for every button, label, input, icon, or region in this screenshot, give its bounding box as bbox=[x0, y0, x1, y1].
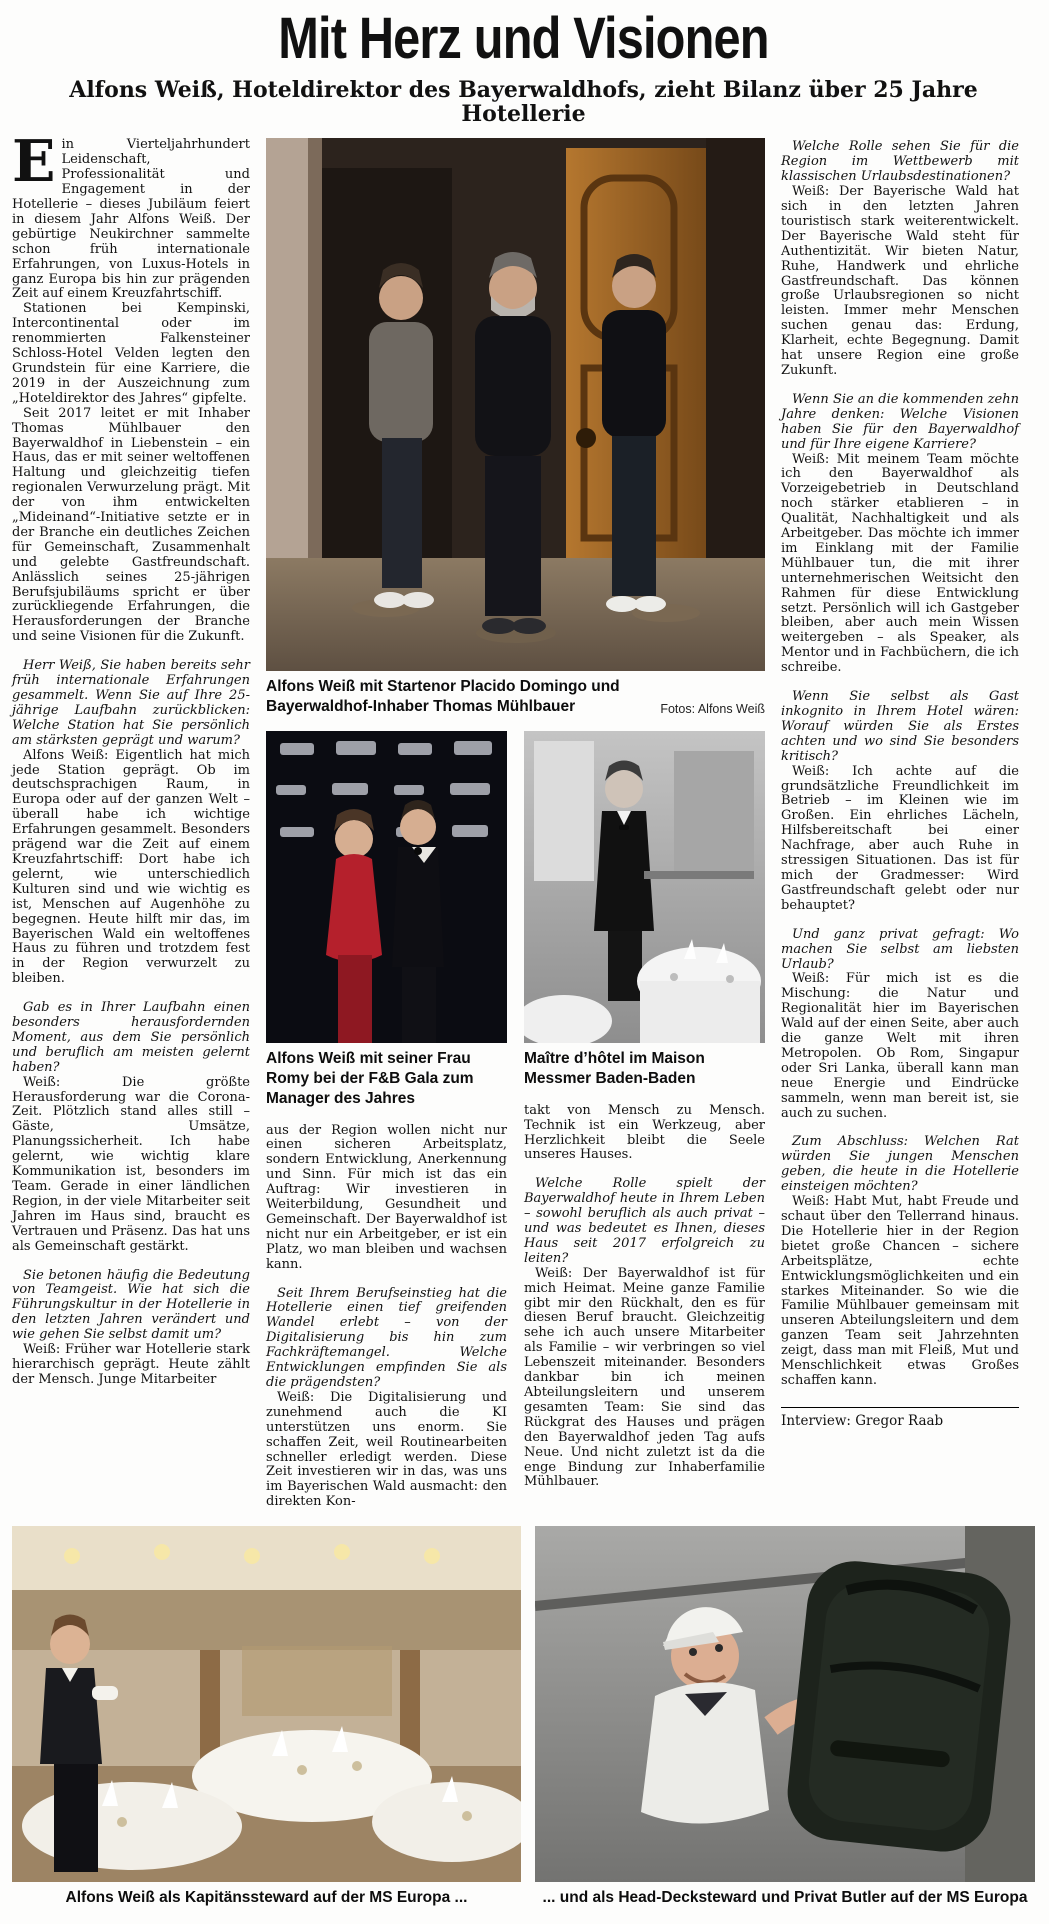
interview-answer: Weiß: Die Digitalisierung und zunehmend auch die KI unterstützen uns enorm. Sie schaffen Zeit, weil Routinearbeiten schneller erledigt werden. Diese Zeit investieren wir in das, was uns im Bayerischen Wald ausmacht: den direkten Kon- bbox=[266, 1389, 507, 1510]
interview-question: Gab es in Ihrer Laufbahn einen besonders herausfordernden Moment, aus dem Sie persönlich und beruflich am meisten gelernt haben? bbox=[12, 1000, 250, 1075]
article-body bbox=[12, 128, 1035, 1510]
column-3-text bbox=[524, 1104, 765, 1491]
bottom-left-caption: Alfons Weiß als Kapitänssteward auf der MS Europa ... bbox=[65, 1889, 468, 1907]
interview-answer: Weiß: Ich achte auf die grundsätzliche Freundlichkeit im Betrieb – im Kleinen wie im Großen. Ein ehrliches Lächeln, Hilfsbereitschaft bei einer Nachfrage, aber auch Ruhe in stressigen Situationen. Das ist für mich der Gradmesser: Wird Gastfreundschaft gelebt oder nur behauptet? bbox=[781, 763, 1019, 913]
interview-answer: Weiß: Der Bayerische Wald hat sich in den letzten Jahren touristisch stark weiterentwickelt. Der Bayerische Wald steht für Authentizität. Wir bieten Natur, Ruhe, Handwerk und ehrliche Gastfreundschaft. Das können große Urlaubsregionen so nicht leisten. Immer mehr Menschen suchen genau das: Erdung, Klarheit, echte Begegnung. Damit hat unsere Region eine große Zukunft. bbox=[781, 184, 1019, 378]
article-paragraph: takt von Mensch zu Mensch. Technik ist ein Werkzeug, aber Herzlichkeit bleibt die Seele unseres Hauses. bbox=[524, 1102, 765, 1163]
gala-photo-caption: Alfons Weiß mit seiner Frau Romy bei der F&B Gala zum Manager des Jahres bbox=[266, 1050, 474, 1107]
interview-question: Wenn Sie an die kommenden zehn Jahre denken: Welche Visionen haben Sie für den Bayerwaldhof und für Ihre eigene Karriere? bbox=[781, 391, 1019, 452]
messmer-photo-image bbox=[524, 731, 765, 1043]
interview-question: Sie betonen häufig die Bedeutung von Teamgeist. Wie hat sich die Führungskultur in der Hotellerie in den letzten Jahren verändert und wie gehen Sie selbst damit um? bbox=[12, 1267, 250, 1343]
interviewer-byline: Interview: Gregor Raab bbox=[781, 1412, 944, 1429]
interview-answer: Weiß: Die größte Herausforderung war die Corona-Zeit. Plötzlich stand alles still – Gäste, Umsätze, Planungssicherheit. Ich habe gelernt, wie wichtig klare Kommunikation ist, besonders im Team. Gerade in einer ländlichen Region, in der viele Mitarbeiter seit Jahren im Haus sind, braucht es Vertrauen und Präsenz. Das hat uns als Gemeinschaft gestärkt. bbox=[12, 1074, 250, 1254]
bottom-right-caption: ... und als Head-Decksteward und Privat Butler auf der MS Europa bbox=[542, 1889, 1028, 1907]
column-1 bbox=[12, 128, 250, 1387]
main-photo-caption: Alfons Weiß mit Startenor Placido Domingo und Bayerwaldhof-Inhaber Thomas Mühlbauer bbox=[266, 678, 620, 716]
bottom-photo-row bbox=[12, 1526, 1035, 1882]
interview-question: Wenn Sie selbst als Gast inkognito in Ihrem Hotel wären: Worauf würden Sie als Erstes achten und wo sind Sie besonders kritisch? bbox=[781, 689, 1019, 764]
interview-question: Zum Abschluss: Welchen Rat würden Sie jungen Menschen geben, die heute in die Hotellerie einsteigen möchten? bbox=[781, 1134, 1019, 1195]
photo-credit: Fotos: Alfons Weiß bbox=[660, 702, 765, 717]
gala-photo-image bbox=[266, 731, 507, 1043]
article-paragraph: aus der Region wollen nicht nur einen sicheren Arbeitsplatz, sondern Entwicklung, Anerkennung und Sinn. Für mich ist das ein Auftrag: Wir investieren in Weiterbildung, Gesundheit und Gemeinschaft. Der Bayerwaldhof ist nicht nur ein Arbeitgeber, er ist ein Platz, wo man bleiben und wachsen kann. bbox=[266, 1122, 507, 1272]
masthead bbox=[12, 6, 1035, 128]
ms-europa-butler-photo-image bbox=[535, 1526, 1035, 1882]
column-2 bbox=[266, 731, 507, 1510]
article-paragraph: Ein Vierteljahrhundert Leidenschaft, Professionalität und Engagement in der Hotellerie – dieses Jubiläum feiert in diesem Jahr Alfons Weiß. Der gebürtige Neukirchner sammelte schon früh internationale Erfahrungen, von Luxus-Hotels in ganz Europa bis hin zur prägenden Zeit auf einem Kreuzfahrtschiff. bbox=[12, 128, 250, 302]
column-2-text bbox=[266, 1124, 507, 1511]
messmer-photo-caption: Maître d’hôtel im Maison Messmer Baden-Baden bbox=[524, 1050, 705, 1087]
interview-answer: Weiß: Mit meinem Team möchte ich den Bayerwaldhof als Vorzeigebetrieb in Deutschland noch stärker etablieren – in Qualität, Nachhaltigkeit und als Arbeitgeber. Das möchte ich immer im Einklang mit der Familie Mühlbauer tun, die mit ihrer unternehmerischen Weitsicht den Rahmen für diese Entwicklung setzt. Persönlich will ich Gastgeber bleiben, aber auch mein Wissen weitergeben – als Speaker, als Mentor und in Fachbüchern, die ich schreibe. bbox=[781, 451, 1019, 676]
middle-columns bbox=[266, 731, 765, 1510]
page-subtitle: Alfons Weiß, Hoteldirektor des Bayerwaldhofs, zieht Bilanz über 25 Jahre Hotellerie bbox=[69, 77, 978, 128]
interview-answer: Weiß: Habt Mut, habt Freude und schaut über den Tellerrand hinaus. Die Hotellerie hier in der Region bietet große Chancen – sichere Arbeitsplätze, echte Entwicklungsmöglichkeiten und ein starkes Miteinander. So wie die Familie Mühlbauer gemeinsam mit unseren Abteilungsleitern und dem ganzen Team seit Jahrzehnten zeigt, dass man mit Fleiß, Mut und Menschlichkeit etwas Großes schaffen kann. bbox=[781, 1194, 1019, 1388]
bottom-caption-row bbox=[12, 1886, 1035, 1908]
main-photo-caption-row bbox=[266, 677, 765, 717]
interview-question: Herr Weiß, Sie haben bereits sehr früh internationale Erfahrungen gesammelt. Wenn Sie auf Ihre 25-jährige Laufbahn zurückblicken: Welche Station hat Sie persönlich am stärksten geprägt und warum? bbox=[12, 658, 250, 748]
page-title: Mit Herz und Visionen bbox=[278, 6, 769, 71]
interview-question: Welche Rolle spielt der Bayerwaldhof heute in Ihrem Leben – sowohl beruflich als auch privat – und was bedeutet es Ihnen, dieses Haus seit 2017 erfolgreich zu leiten? bbox=[524, 1176, 765, 1266]
interview-question: Seit Ihrem Berufseinstieg hat die Hotellerie einen tief greifenden Wandel erlebt – von der Digitalisierung bis hin zum Fachkräftemangel. Welche Entwicklungen empfinden Sie als die prägendsten? bbox=[266, 1285, 507, 1391]
interview-answer: Alfons Weiß: Eigentlich hat mich jede Station geprägt. Ob im deutschsprachigen Raum, in Europa oder auf der ganzen Welt – überall habe ich wichtige Erfahrungen gesammelt. Besonders prägend war die Zeit auf einem Kreuzfahrtschiff: Dort habe ich gelernt, wie unterschiedlich Kulturen sind und wie wichtig es ist, Menschen auf Augenhöhe zu begegnen. Heute hilft mir das, im Bayerischen Wald ein weltoffenes Haus zu führen und trotzdem fest in der Region verwurzelt zu bleiben. bbox=[12, 747, 250, 987]
interview-answer: Weiß: Der Bayerwaldhof ist für mich Heimat. Meine ganze Familie gibt mir den Rückhalt, den es für diesen Beruf braucht. Gleichzeitig sehe ich auch unsere Mitarbeiter als Familie – wir verbringen so viel Lebenszeit miteinander. Besonders dankbar bin ich meinen Abteilungsleitern und unserem gesamten Team: Sie sind das Rückgrat des Hauses und prägen den Bayerwaldhof jeden Tag aufs Neue. Und nicht zuletzt ist da die enge Bindung zur Inhaberfamilie Mühlbauer. bbox=[524, 1265, 765, 1490]
interview-question: Welche Rolle sehen Sie für die Region im Wettbewerb mit klassischen Urlaubsdestinationen? bbox=[781, 139, 1019, 185]
column-3 bbox=[524, 731, 765, 1510]
article-paragraph: Stationen bei Kempinski, Intercontinental oder im renommierten Falkensteiner Schloss-Hotel Velden legten den Grundstein für eine Karriere, die 2019 in der Auszeichnung zum „Hoteldirektor des Jahres“ gipfelte. bbox=[12, 301, 250, 406]
byline-rule bbox=[781, 1407, 1019, 1429]
interview-answer: Weiß: Früher war Hotellerie stark hierarchisch geprägt. Heute zählt der Mensch. Junge Mitarbeiter bbox=[12, 1342, 250, 1387]
main-photo-domingo-image bbox=[266, 138, 765, 671]
middle-section bbox=[266, 138, 765, 1510]
interview-question: Und ganz privat gefragt: Wo machen Sie selbst am liebsten Urlaub? bbox=[781, 926, 1019, 972]
article-paragraph: Seit 2017 leitet er mit Inhaber Thomas Mühlbauer den Bayerwaldhof in Liebenstein – ein Haus, das er mit seiner weltoffenen Haltung und gleichzeitig tiefen regionalen Verwurzelung prägt. Mit der von ihm entwickelten „Mideinand“-Initiative setzte er in der Branche ein deutliches Zeichen für Gemeinschaft, Zusammenhalt und gelebte Gastfreundschaft. Anlässlich seines 25-jährigen Berufsjubiläums spricht er über zurückliegende Erfahrungen, die Herausforderungen der Branche und seine Visionen für die Zukunft. bbox=[12, 405, 250, 645]
interview-answer: Weiß: Für mich ist es die Mischung: die Natur und Regionalität hier im Bayerischen Wald auf der einen Seite, aber auch die ganze Welt mit ihren Metropolen. Ob Rom, Singapur oder Sri Lanka, überall kann man neue Energie und Eindrücke sammeln, wenn man bereit ist, sie auch zu suchen. bbox=[781, 971, 1019, 1121]
ms-europa-restaurant-photo-image bbox=[12, 1526, 521, 1882]
column-4 bbox=[781, 138, 1019, 1429]
